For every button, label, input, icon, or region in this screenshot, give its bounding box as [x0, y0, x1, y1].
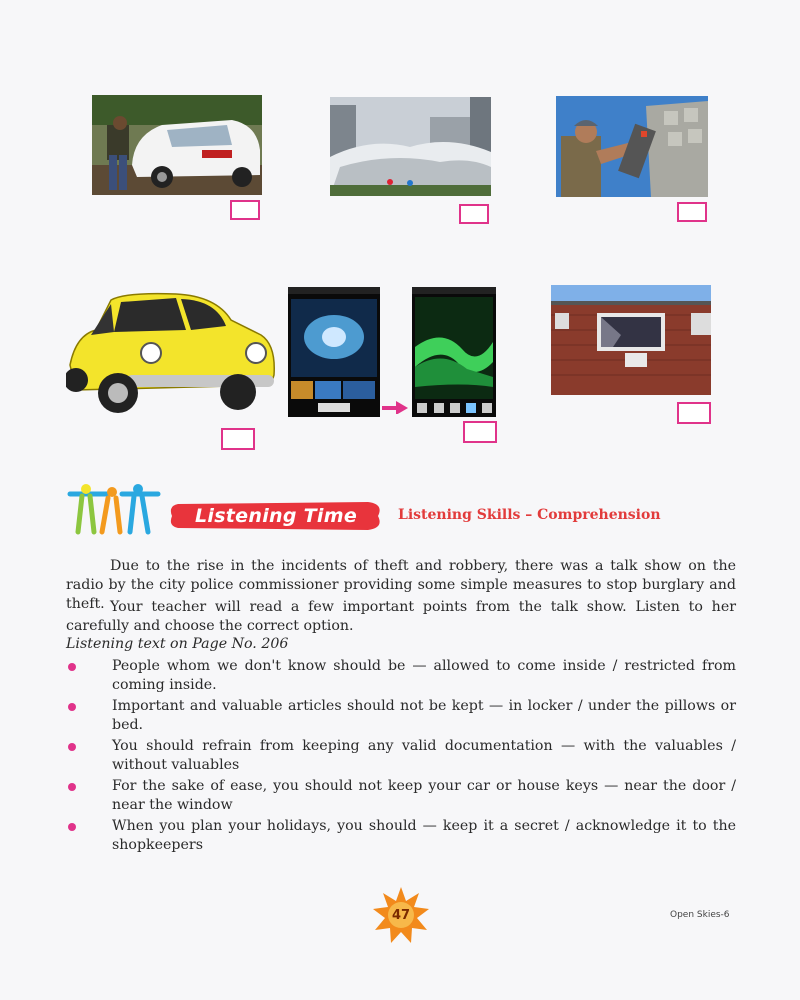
kids-figures-icon	[66, 484, 162, 536]
list-item	[66, 777, 736, 815]
page-number: 47	[391, 907, 411, 923]
answer-box-2[interactable]	[459, 204, 489, 224]
list-item-text: When you plan your holidays, you should — keep it a secret / acknowledge it to the shopkeepers	[112, 818, 736, 853]
photo-broken-window-building	[551, 285, 711, 395]
bullet-list	[66, 657, 736, 857]
section-subtitle: Listening Skills – Comprehension	[398, 507, 661, 523]
list-item-text: For the sake of ease, you should not keep your car or house keys — near the door / near the window	[112, 778, 736, 813]
bullet-dot-icon	[68, 743, 76, 751]
answer-box-5[interactable]	[463, 421, 497, 443]
page-number-badge	[373, 887, 429, 943]
listening-source: Listening text on Page No. 206	[66, 636, 289, 652]
photo-phone-screen-before	[288, 287, 380, 417]
listening-time-banner	[168, 498, 384, 534]
photo-building-demolition	[330, 97, 491, 196]
photo-yellow-beetle-car	[66, 290, 278, 420]
list-item	[66, 817, 736, 855]
arrow-icon	[382, 400, 408, 414]
list-item	[66, 657, 736, 695]
instruction-paragraph-text: Your teacher will read a few important points from the talk show. Listen to her carefully and choose the correct option.	[66, 599, 736, 634]
answer-box-3[interactable]	[677, 202, 707, 222]
photo-phone-screen-after	[412, 287, 496, 417]
book-title: Open Skies-6	[670, 910, 730, 920]
intro-paragraph-text: Due to the rise in the incidents of theft and robbery, there was a talk show on the radio by the city police commissioner providing some simple measures to stop burglary and theft.	[66, 558, 736, 612]
bullet-dot-icon	[68, 663, 76, 671]
list-item-text: You should refrain from keeping any valid documentation — with the valuables / without valuables	[112, 738, 736, 773]
banner-label: Listening Time	[194, 505, 358, 527]
list-item-text: Important and valuable articles should not be kept — in locker / under the pillows or bed.	[112, 698, 736, 733]
photo-man-by-white-suv	[92, 95, 262, 195]
answer-box-6[interactable]	[677, 402, 711, 424]
list-item	[66, 737, 736, 775]
answer-box-4[interactable]	[221, 428, 255, 450]
instruction-paragraph	[66, 598, 736, 636]
list-item	[66, 697, 736, 735]
answer-box-1[interactable]	[230, 200, 260, 220]
bullet-dot-icon	[68, 783, 76, 791]
bullet-dot-icon	[68, 823, 76, 831]
photo-worker-welding	[556, 96, 708, 197]
list-item-text: People whom we don't know should be — allowed to come inside / restricted from coming inside.	[112, 658, 736, 693]
bullet-dot-icon	[68, 703, 76, 711]
